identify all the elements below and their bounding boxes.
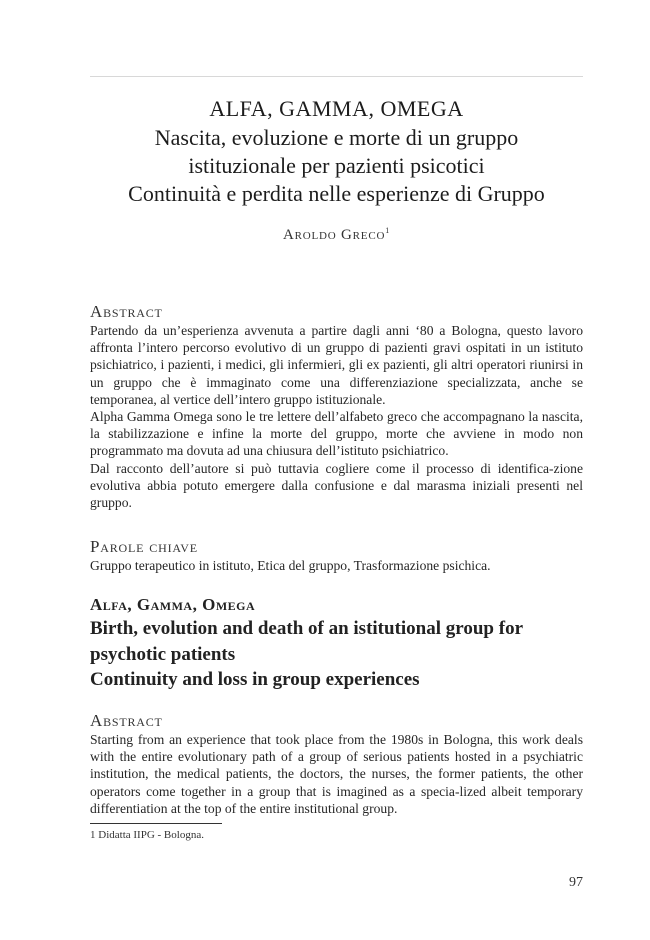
article-subtitle-line-3: Continuità e perdita nelle esperienze di Gruppo xyxy=(128,181,545,206)
author-footnote-ref: 1 xyxy=(385,226,391,235)
abstract-body-en: Starting from an experience that took place from the 1980s in Bologna, this work deals with the entire evolutionary path of a group of serious patients hosted in a psychiatric institution, the medical patients, the doctors, the nurses, the former patients, the other operators come together in a group that is imagined as a specia-lized albeit temporary differentiation at the top of the entire institutional group. xyxy=(90,732,583,816)
abstract-english xyxy=(90,711,583,817)
abstract-paragraph-1: Partendo da un’esperienza avvenuta a partire dagli anni ‘80 a Bologna, questo lavoro affronta l’intero percorso evolutivo di un gruppo di pazienti gravi ospitati in un istituto psichiatrico, i pazienti, i medici, gli infermieri, gli ex pazienti, gli altri operatori riunirsi in un gruppo che è immaginato come una differenziazione specializzata, anche se temporanea, al vertice dell’intero gruppo istituzionale. xyxy=(90,323,583,407)
english-subtitle-line-1: Birth, evolution and death of an istitutional group for xyxy=(90,618,524,639)
footnote-rule xyxy=(90,823,222,824)
author-name: Aroldo Greco xyxy=(282,227,386,243)
english-title: Alfa, Gamma, Omega xyxy=(90,595,256,614)
keywords-text: Gruppo terapeutico in istituto, Etica del gruppo, Trasformazione psichica. xyxy=(90,558,491,573)
keywords-heading: Parole chiave xyxy=(90,537,198,556)
article-title: ALFA, GAMMA, OMEGA xyxy=(209,96,464,121)
header-rule xyxy=(90,76,583,77)
article-subtitle-line-2: istituzionale per pazienti psicotici xyxy=(188,153,485,178)
abstract-paragraph-3: Dal racconto dell’autore si può tuttavia cogliere come il processo di identifica-zione evolutiva abbia potuto emergere dalla confusione e dal marasma iniziali presenti nel gruppo. xyxy=(90,460,583,511)
abstract-italian xyxy=(90,302,583,511)
english-subtitle-line-3: Continuity and loss in group experiences xyxy=(90,669,420,690)
keywords-italian xyxy=(90,537,583,574)
article-title-block xyxy=(80,94,593,208)
author-line xyxy=(90,226,583,244)
footnote: 1 Didatta IIPG - Bologna. xyxy=(90,829,204,841)
english-title-block xyxy=(90,594,583,693)
english-subtitle-line-2: psychotic patients xyxy=(90,643,236,665)
abstract-paragraph-2: Alpha Gamma Omega sono le tre lettere dell’alfabeto greco che accompagnano la nascita, la stabilizzazione e infine la morte del gruppo, morte che avviene in modo non programmato ma dovuta ad una chiusura dell’istituto psichiatrico. xyxy=(90,409,583,459)
abstract-body-it xyxy=(90,322,583,511)
abstract-heading-en: Abstract xyxy=(90,711,163,730)
article-subtitle-line-1: Nascita, evoluzione e morte di un gruppo xyxy=(154,125,519,150)
abstract-heading-it: Abstract xyxy=(90,302,163,321)
page-number: 97 xyxy=(569,875,583,890)
